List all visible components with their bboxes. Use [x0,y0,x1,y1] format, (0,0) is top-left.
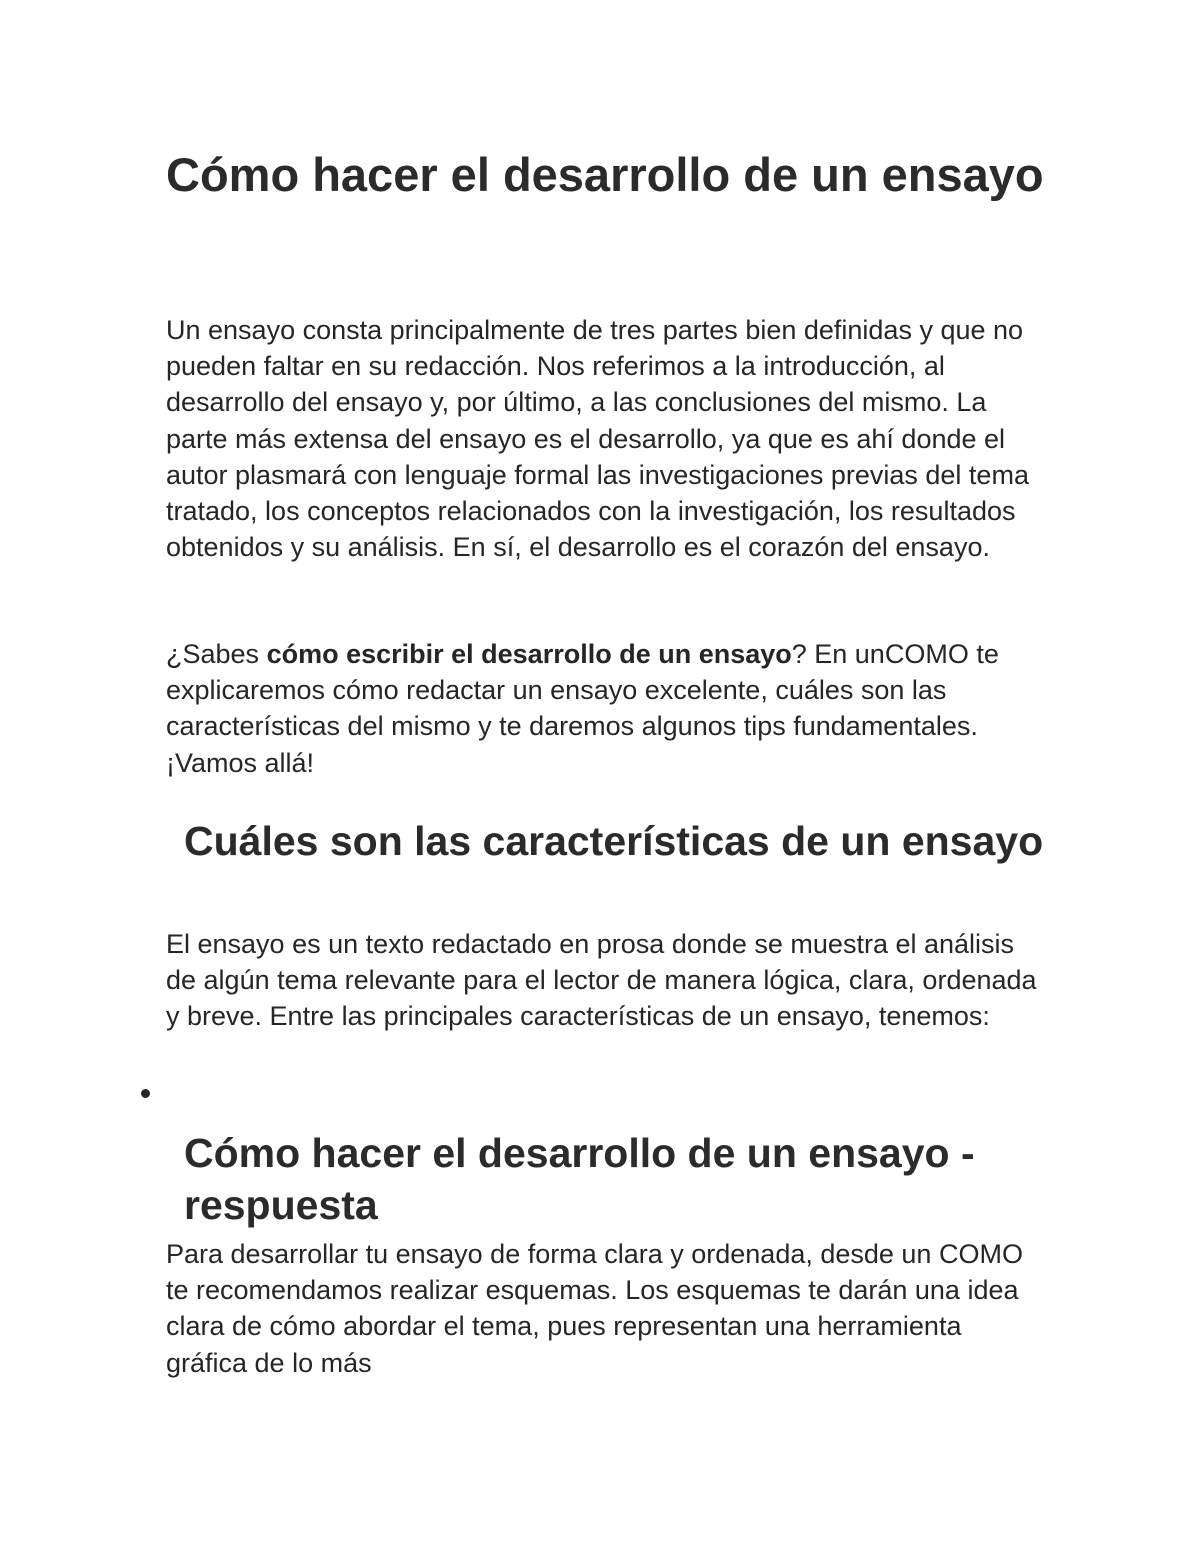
question-paragraph [166,636,1046,781]
question-text-bold: cómo escribir el desarrollo de un ensayo [266,639,792,669]
intro-paragraph: Un ensayo consta principalmente de tres partes bien definidas y que no pueden faltar en su redacción. Nos referimos a la introducción, al desarrollo del ensayo y, por último, a las conclusiones del mismo. La parte más extensa del ensayo es el desarrollo, ya que es ahí donde el autor plasmará con lenguaje formal las investigaciones previas del tema tratado, los conceptos relacionados con la investigación, los resultados obtenidos y su análisis. En sí, el desarrollo es el corazón del ensayo. [166,315,1029,563]
section-characteristics-heading: Cuáles son las características de un ensayo [184,818,1044,864]
question-text-before: ¿Sabes [166,639,267,669]
section-answer-heading: Cómo hacer el desarrollo de un ensayo - respuesta [184,1130,975,1228]
question-text-after: ? En unCOMO te explicaremos cómo redactar un ensayo excelente, cuáles son las características del mismo y te daremos algunos tips fundamentales. ¡Vamos allá! [166,639,999,778]
section-characteristics-paragraph: El ensayo es un texto redactado en prosa donde se muestra el análisis de algún tema relevante para el lector de manera lógica, clara, ordenada y breve. Entre las principales características de un ensayo, tenemos: [166,929,1037,1032]
section-answer-paragraph: Para desarrollar tu ensayo de forma clara y ordenada, desde un COMO te recomendamos realizar esquemas. Los esquemas te darán una idea clara de cómo abordar el tema, pues representan una herramienta gráfica de lo más [166,1239,1023,1378]
document-title: Cómo hacer el desarrollo de un ensayo [166,148,1044,201]
list-bullet-icon [141,1089,150,1098]
